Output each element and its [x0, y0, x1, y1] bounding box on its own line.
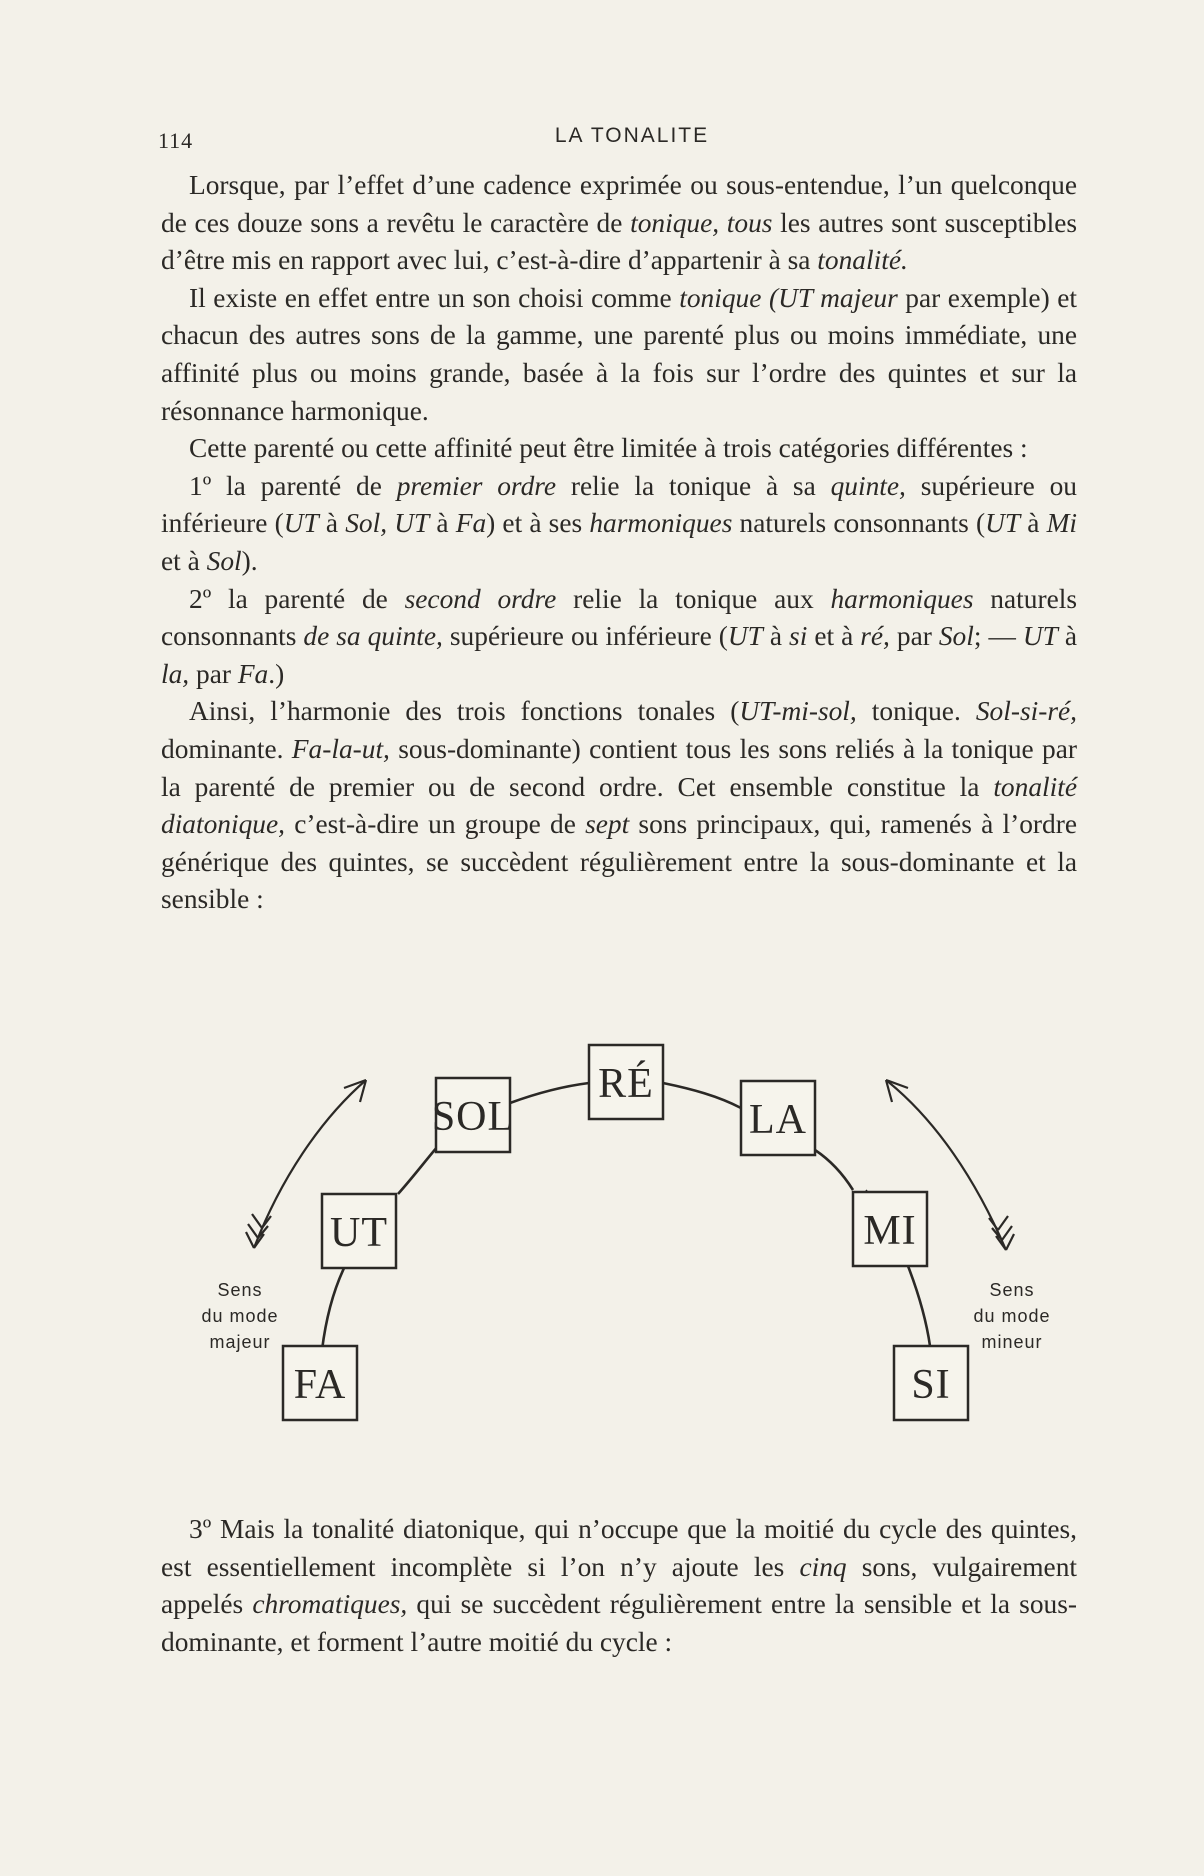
paragraph: [161, 1511, 1077, 1661]
note-label-sol: SOL: [431, 1094, 515, 1140]
text-run: à: [1057, 621, 1078, 652]
note-box-re: [589, 1045, 663, 1119]
italic-run: chromatiques,: [252, 1589, 408, 1620]
italic-run: tonique, tous: [630, 207, 773, 238]
diagram-arc: [322, 1083, 930, 1350]
text-run: ) et à ses: [486, 508, 590, 539]
italic-run: Fa: [237, 658, 269, 689]
page-number: 114: [158, 128, 194, 153]
text-run: par: [889, 621, 939, 652]
text-run: dominante.: [161, 733, 292, 764]
text-run: par: [189, 658, 238, 689]
text-run: Lorsque, par l’effet d’une cadence exprimée ou sous-entendue, l’un quelconque de ces douze sons a revêtu le caractère de: [161, 170, 1077, 238]
italic-run: Sol: [206, 545, 242, 576]
text-run: naturels consonnants (: [732, 508, 986, 539]
text-run: sous-dominante) contient tous les sons reliés à la tonique par la parenté de premier ou de second ordre. Cet ensemble constitue la: [161, 733, 1077, 802]
text-run: et à: [807, 621, 861, 652]
text-run: Ainsi, l’harmonie des trois fonctions tonales (: [189, 696, 740, 727]
text-run: relie la tonique à sa: [556, 470, 831, 501]
italic-run: UT-mi-sol,: [739, 696, 857, 727]
text-run: à: [318, 508, 346, 539]
note-box-si: [894, 1346, 968, 1420]
italic-run: tonalité diatonique,: [161, 771, 1077, 840]
text-run: les autres sont susceptibles d’être mis en rapport avec lui, c’est-à-dire d’appartenir à sa: [161, 207, 1078, 276]
note-label-la: LA: [749, 1097, 807, 1143]
arc-ut-sol: [398, 1146, 438, 1194]
italic-run: harmoniques: [830, 583, 974, 614]
italic-run: Mi: [1046, 508, 1077, 539]
arc-la-mi: [815, 1150, 853, 1190]
text-run: supérieure ou inférieure (: [161, 470, 1077, 539]
minor-label-line-1: Sens: [989, 1280, 1035, 1300]
minor-label-line-3: mineur: [981, 1332, 1043, 1352]
text-run: supérieure ou inférieure (: [442, 621, 728, 652]
text-run: ).: [241, 545, 258, 576]
text-run: à: [762, 621, 790, 652]
text-run: 1º la parenté de: [189, 470, 397, 501]
arc-mi-si: [908, 1266, 930, 1346]
italic-run: premier ordre: [396, 470, 557, 501]
body-text-bottom: [161, 1511, 1077, 1661]
text-run: à: [1020, 508, 1047, 539]
major-mode-label: [201, 1280, 278, 1352]
note-box-sol: [432, 1078, 514, 1152]
running-title: LA TONALITE: [554, 124, 710, 147]
text-run: ; —: [973, 621, 1023, 652]
note-label-re: RÉ: [598, 1061, 654, 1107]
text-run: relie la tonique aux: [556, 583, 831, 614]
italic-run: UT: [985, 508, 1021, 539]
text-run: à: [429, 508, 456, 539]
text-run: par exemple) et chacun des autres sons de la gamme, une parenté plus ou moins immédiate, une affinité plus ou moins grande, basée à la fois sur l’ordre des quintes et sur la résonnance harmonique.: [161, 282, 1077, 426]
italic-run: quinte,: [830, 470, 906, 501]
text-run: c’est-à-dire un groupe de: [285, 809, 586, 840]
major-label-line-2: du mode: [201, 1306, 279, 1326]
italic-run: ré,: [860, 621, 890, 652]
text-run: et à: [161, 545, 207, 576]
note-label-mi: MI: [863, 1208, 917, 1254]
text-run: naturels consonnants: [161, 583, 1078, 652]
italic-run: si: [789, 621, 808, 652]
text-run: sons principaux, qui, ramenés à l’ordre générique des quintes, se succèdent régulièrement entre la sous-dominante et la sensible :: [161, 809, 1077, 915]
italic-run: sept: [585, 809, 630, 840]
note-label-ut: UT: [330, 1210, 388, 1256]
note-box-ut: [322, 1194, 396, 1268]
major-label-line-3: majeur: [209, 1332, 271, 1352]
italic-run: la,: [161, 658, 190, 689]
italic-run: UT: [727, 621, 763, 652]
diagram-dotted-lines: [323, 1082, 934, 1414]
arc-re-la: [663, 1083, 741, 1108]
italic-run: harmoniques: [589, 508, 733, 539]
text-run: sons, vulgairement appelés: [161, 1551, 1077, 1620]
text-run: qui se succèdent régulièrement entre la sensible et la sous-dominante, et forment l’autre moitié du cycle :: [161, 1589, 1077, 1657]
note-label-si: SI: [911, 1362, 951, 1408]
italic-run: UT: [1022, 621, 1058, 652]
text-run: Cette parenté ou cette affinité peut être limitée à trois catégories différentes :: [189, 433, 1028, 464]
italic-run: cinq: [799, 1551, 847, 1582]
minor-label-line-2: du mode: [973, 1306, 1051, 1326]
text-run: tonique.: [856, 696, 976, 727]
arc-sol-re: [510, 1083, 589, 1103]
text-run: 3º Mais la tonalité diatonique, qui n’occupe que la moitié du cycle des quintes, est essentiellement incomplète si l’on n’y ajoute les: [161, 1514, 1077, 1582]
italic-run: UT: [283, 508, 319, 539]
note-label-fa: FA: [293, 1362, 347, 1408]
italic-run: Sol-si-ré,: [975, 696, 1078, 727]
italic-run: tonalité.: [817, 245, 908, 276]
italic-run: de sa quinte,: [303, 621, 443, 652]
italic-run: Sol, UT: [345, 508, 430, 539]
italic-run: Fa: [455, 508, 487, 539]
note-box-mi: [853, 1192, 927, 1266]
italic-run: second ordre: [404, 583, 557, 614]
italic-run: Fa-la-ut,: [291, 733, 390, 764]
arc-fa-ut: [322, 1264, 346, 1350]
minor-mode-label: [973, 1280, 1050, 1352]
note-box-fa: [283, 1346, 357, 1420]
italic-run: tonique (UT majeur: [679, 282, 898, 313]
note-box-la: [741, 1081, 815, 1155]
text-run: Il existe en effet entre un son choisi comme: [189, 282, 680, 313]
text-run: 2º la parenté de: [189, 583, 405, 614]
italic-run: Sol: [938, 621, 974, 652]
major-label-line-1: Sens: [217, 1280, 263, 1300]
text-run: .): [268, 658, 285, 689]
